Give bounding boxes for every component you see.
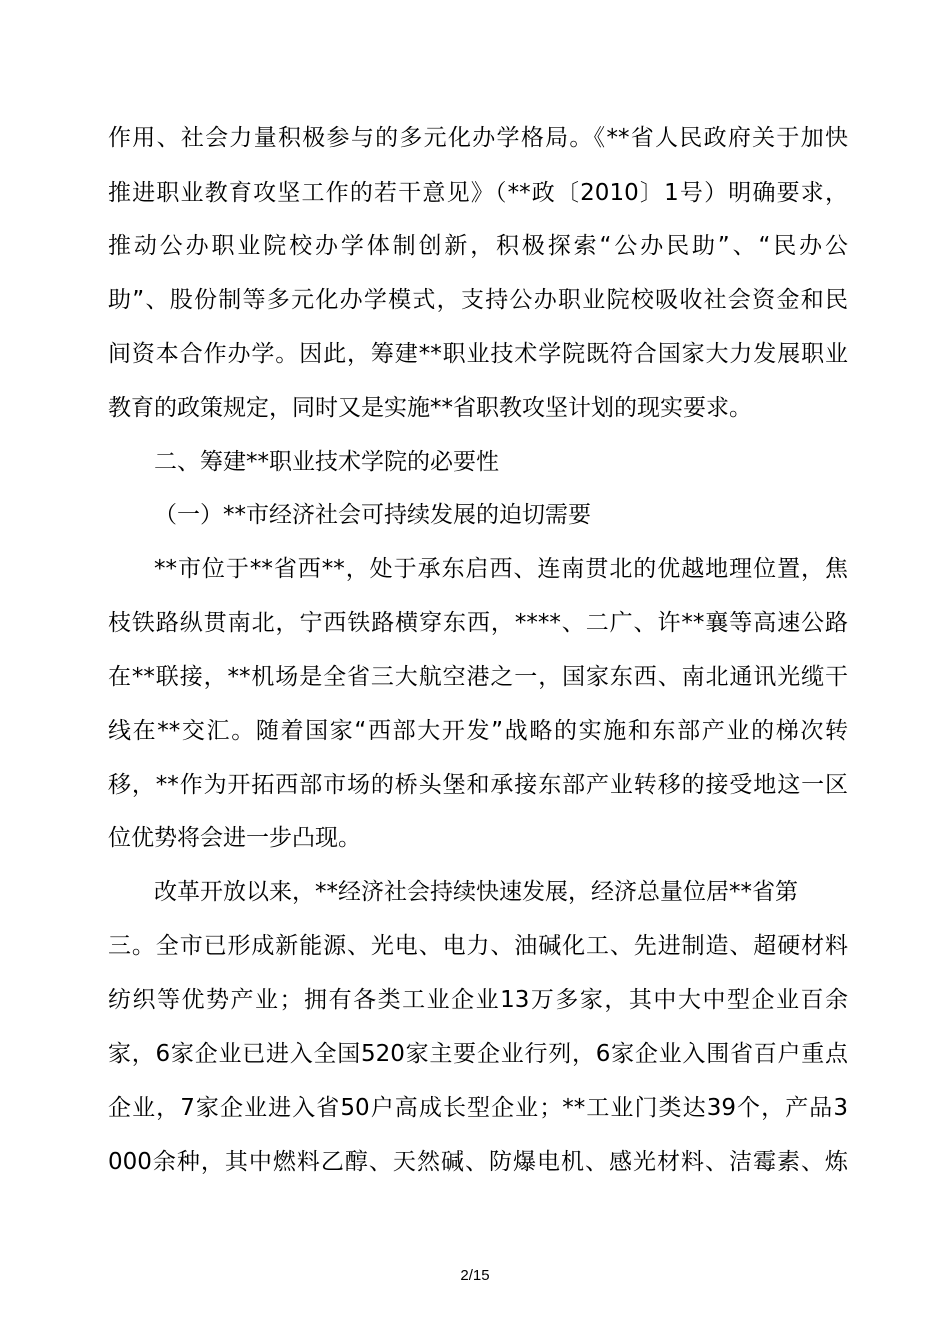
paragraph-line: 三。全市已形成新能源、光电、电力、油碱化工、先进制造、超硬材料 — [108, 933, 848, 959]
paragraph-line: 线在**交汇。随着国家“西部大开发”战略的实施和东部产业的梯次转 — [108, 718, 848, 744]
paragraph-line: 在**联接，**机场是全省三大航空港之一，国家东西、南北通讯光缆干 — [108, 664, 848, 690]
paragraph-line: 000余种，其中燃料乙醇、天然碱、防爆电机、感光材料、洁霉素、炼 — [108, 1149, 848, 1175]
paragraph-line: 作用、社会力量积极参与的多元化办学格局。《**省人民政府关于加快 — [108, 125, 848, 151]
page-number: 2/15 — [460, 1267, 490, 1284]
section-heading: 二、筹建**职业技术学院的必要性 — [154, 449, 499, 475]
paragraph-line: 纺织等优势产业；拥有各类工业企业13万多家，其中大中型企业百余 — [108, 987, 848, 1013]
paragraph-line: 企业，7家企业进入省50户高成长型企业；**工业门类达39个，产品3 — [108, 1095, 848, 1121]
paragraph-line: 推进职业教育攻坚工作的若干意见》（**政〔2010〕1号）明确要求， — [108, 180, 848, 206]
paragraph-line: 移，**作为开拓西部市场的桥头堡和承接东部产业转移的接受地这一区 — [108, 772, 848, 798]
paragraph-line: 改革开放以来，**经济社会持续快速发展，经济总量位居**省第 — [154, 879, 798, 905]
paragraph-line: 家，6家企业已进入全国520家主要企业行列，6家企业入围省百户重点 — [108, 1041, 848, 1067]
paragraph-line: 位优势将会进一步凸现。 — [108, 825, 361, 851]
subsection-heading: （一）**市经济社会可持续发展的迫切需要 — [154, 502, 591, 528]
paragraph-line: **市位于**省西**，处于承东启西、连南贯北的优越地理位置，焦 — [154, 556, 848, 582]
paragraph-line: 枝铁路纵贯南北，宁西铁路横穿东西，****、二广、许**襄等高速公路 — [108, 610, 848, 636]
paragraph-line: 间资本合作办学。因此，筹建**职业技术学院既符合国家大力发展职业 — [108, 341, 848, 367]
paragraph-line: 助”、股份制等多元化办学模式，支持公办职业院校吸收社会资金和民 — [108, 287, 848, 313]
paragraph-line: 推动公办职业院校办学体制创新，积极探索“公办民助”、“民办公 — [108, 233, 848, 259]
paragraph-line: 教育的政策规定，同时又是实施**省职教攻坚计划的现实要求。 — [108, 395, 752, 421]
